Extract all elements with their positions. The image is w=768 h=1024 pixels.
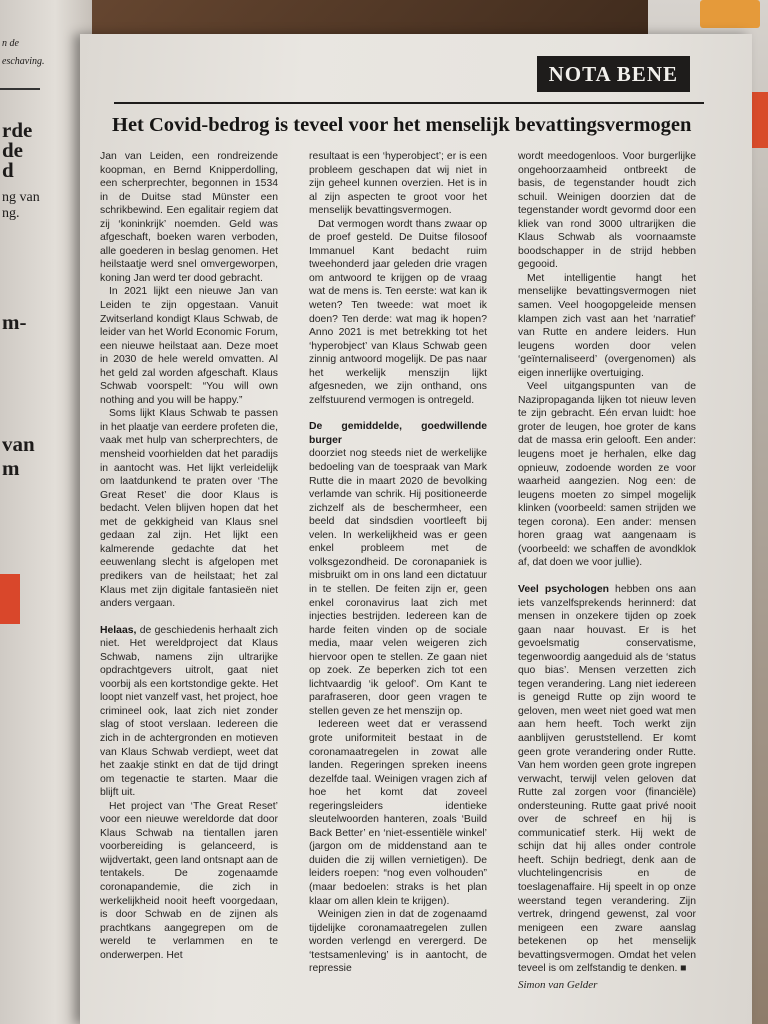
- paragraph: Het project van ‘The Great Reset’ voor een nieuwe wereldorde dat door Klaus Schwab na tientallen jaren voorbereiding is gelanceerd, is wijdvertakt, geen land ontsnapt aan de tentakels. De zogenaamde coronapandemie, die zich in werkelijkheid nooit heeft voorgedaan, is door Schwab en de zijnen als prachtkans aangegrepen om de wereld te verlammen en te onderwerpen. Het: [100, 800, 278, 961]
- paragraph: Soms lijkt Klaus Schwab te passen in het plaatje van eerdere profeten die, vaak met hulp van scherprechters, de mensheid voorhielden dat het paradijs in aantocht was. Het lijkt verleidelijk om laatdunkend te praten over ‘The Great Reset’ die door Klaus is bedacht. Velen blijven hopen dat het met de gekkigheid van Klaus snel gedaan zal zijn. Het lijkt een kalmerende gedachte dat het eeuwenlang slecht is afgelopen met predikers van de heilstaat; het zal Klaus met zijn digitale fantasieën niet anders vergaan.: [100, 408, 278, 610]
- paragraph: [518, 583, 696, 976]
- paragraph: doorziet nog steeds niet de werkelijke bedoeling van de toespraak van Mark Rutte die in maart 2020 de bevolking verlamde van schrik. Hij positioneerde zichzelf als de beschermheer, een beeld dat sindsdien voortleeft bij velen. In werkelijkheid was er geen enkel probleem met de volksgezondheid. De coronapaniek is misbruikt om in ons land een dictatuur in te stellen. De feiten zijn er, geen enkel coronavirus laat zich met injecties bestrijden. Iedereen kan de harde feiten vinden op de sociale media, maar velen weigeren zich hiervoor open te stellen. Ze gaan niet op zoek. Ze beperken zich tot een lichtvaardig ‘ik geloof’. Om Kant te parafraseren, door geen vragen te stellen geven ze het menszijn op.: [309, 448, 487, 717]
- paragraph: resultaat is een ‘hyperobject’; er is een probleem geschapen dat wij niet in zijn geheel kunnen overzien. Het is in al zijn aspecten te groot voor het menselijk bevattingsvermogen.: [309, 151, 487, 217]
- previous-page-fragment: van: [2, 432, 35, 456]
- paragraph: Veel uitgangspunten van de Nazipropaganda lijken tot nieuw leven te zijn gebracht. Eén ervan luidt: hoe groter de leugen, hoe groter de kans dat de massa erin gelooft. Een ander: leugens moet je herhalen, elke dag opnieuw, zodoende worden ze voor waarheid aangezien. Nog een: de leugens moeten zo simpel mogelijk klinken (voorbeeld: samen strijden we tegen corona). Een ander: mensen horen graag wat aangenaam is (voorbeeld: we schaffen de avondklok af, dat doen we voor jullie).: [518, 381, 696, 569]
- paragraph: In 2021 lijkt een nieuwe Jan van Leiden te zijn opgestaan. Vanuit Zwitserland kondigt Klaus Schwab, de leider van het World Economic Forum, een nieuwe heilstaat aan. Deze moet in 2030 de hele wereld omvatten. Al het geld zal worden afgeschaft. Klaus Schwab voorspelt: “You will own nothing and you will be happy.”: [100, 286, 278, 406]
- previous-page-rule: [0, 88, 40, 90]
- magazine-page: [80, 34, 752, 1024]
- previous-page-fragment: n de: [2, 38, 19, 49]
- article-column-2: [309, 150, 487, 976]
- previous-page: [0, 0, 92, 1024]
- author-byline: Simon van Gelder: [518, 978, 598, 991]
- previous-page-fragment: ng van: [2, 190, 40, 205]
- paragraph: Met intelligentie hangt het menselijke bevattingsvermogen niet samen. Veel hoogopgeleide mensen klampen zich vast aan het ‘narratief’ van Rutte en andere leiders. Hun leugens worden door velen ‘geïnternaliseerd’ (overgenomen) als eigen innerlijke overtuiging.: [518, 272, 696, 379]
- paragraph: [100, 624, 278, 800]
- paragraph-lead: Veel psychologen: [518, 583, 609, 595]
- previous-page-badge: [0, 574, 20, 624]
- previous-page-fragment: ng.: [2, 206, 20, 221]
- article-column-1: [100, 150, 278, 962]
- article-headline: Het Covid-bedrog is teveel voor het menselijk bevattingsvermogen: [112, 114, 692, 136]
- paragraph-lead: Helaas,: [100, 624, 137, 636]
- previous-page-fragment: d: [2, 158, 14, 182]
- paragraph-text: de geschiedenis herhaalt zich niet. Het wereldproject dat Klaus Schwab, namens zijn ultrarijke opdrachtgevers uitrolt, gaat niet voorbij als een kortstondige gekte. Het loopt niet vanzelf vast, het project, hoe crimineel ook, laat zich niet zonder slag of stoot verslaan. Iedereen die zich in de achtergronden en motieven van Klaus Schwab verdiept, weet dat het zaakje stinkt en dat de tijd dringt om tegenactie te starten. Maar die blijft uit.: [100, 624, 278, 799]
- previous-page-fragment: m-: [2, 310, 27, 334]
- paragraph: Dat vermogen wordt thans zwaar op de proef gesteld. De Duitse filosoof Immanuel Kant bedacht ruim tweehonderd jaar geleden drie vragen om antwoord te krijgen op de vraag wat de mens is. Ten eerste: wat kan ik weten? Ten tweede: wat moet ik doen? Ten derde: wat mag ik hopen? Anno 2021 is met betrekking tot het ‘hyperobject’ van Klaus Schwab geen zinnig antwoord mogelijk. De pas naar het werkelijk menszijn lijkt afgesneden, we zijn onthand, ons zelfstuurend vermogen is ontregeld.: [309, 218, 487, 406]
- paragraph: Iedereen weet dat er verassend grote uniformiteit bestaat in de coronamaatregelen in zowat alle landen. Regeringen spreken ineens dezelfde taal. Weinigen vragen zich af hoe het komt dat zoveel regeringsleiders identieke sleutelwoorden hanteren, zoals ‘Build Back Better’ en ‘niet-essentiële winkel’ (jargon om de middenstand aan te duiden die zij willen vernietigen). De leiders roepen: “nog even volhouden” (maar bedoelen: straks is het plan klaar om allen klein te krijgen).: [309, 719, 487, 907]
- previous-page-fragment: de: [2, 138, 23, 162]
- paragraph: Weinigen zien in dat de zogenaamd tijdelijke coronamaatregelen zullen worden verlengd en verergerd. De ‘testsamenleving’ is in aantocht, de repressie: [309, 909, 487, 975]
- paragraph: wordt meedogenloos. Voor burgerlijke ongehoorzaamheid ontbreekt de basis, de tegenstander houdt zich schuil. Weinigen doorzien dat de tegenstander wordt gevormd door een kliek van rond 3000 ultrarijken die Klaus Schwab als voornaamste boodschapper in de strijd hebben gegooid.: [518, 151, 696, 271]
- subheading: De gemiddelde, goedwillende burger: [309, 421, 487, 446]
- header-rule: [114, 102, 704, 104]
- previous-page-fragment: rde: [2, 118, 33, 142]
- section-label: NOTA BENE: [537, 56, 690, 92]
- previous-page-fragment: eschaving.: [2, 56, 45, 67]
- previous-page-fragment: m: [2, 456, 20, 480]
- paragraph-text: hebben ons aan iets vanzelfsprekends herinnerd: dat mensen in onzekere tijden op zoek gaan naar houvast. Er is het gevoelsmatig conservatisme, tegenwoordig aangeduid als de ‘status quo bias’. Mensen verzetten zich tegen verandering. Lang niet iedereen is geneigd Rutte op zijn woord te geloven, men weet niet goed wat men aan hem heeft. Toch werkt zijn aanblijven geruststellend. Er komt geen grote verandering onder Rutte. Van hem worden geen grote ingrepen verwacht, terwijl velen geloven dat Rutte zal zorgen voor (financiële) ondersteuning. Rutte gaat privé nooit over de schreef en hij is communicatief sterk. Hij wekt de schijn dat hij alles onder controle heeft. Schijn bedriegt, denk aan de vluchtelingencrisis en de toeslagenaffaire. Hij speelt in op onze weerstand tegen verandering. Zijn vertrek, dringend gewenst, zal voor menigeen een zware aanslag betekenen op het menselijk bevattingsvermogen. Omdat het velen teveel is om zelfstandig te denken. ■: [518, 583, 696, 975]
- paragraph: Jan van Leiden, een rondreizende koopman, en Bernd Knipperdolling, een scherprechter, begonnen in 1534 in de Duitse stad Münster een schrikbewind. Een egalitair regiem dat zij ‘koninkrijk’ noemden. Geld was afgeschaft, boeken waren verboden, alle goederen in beslag genomen. Het heilstaatje werd snel omvergeworpen, koning Jan werd ter dood gebracht.: [100, 151, 278, 284]
- background-box: [700, 0, 760, 28]
- article-column-3: [518, 150, 696, 992]
